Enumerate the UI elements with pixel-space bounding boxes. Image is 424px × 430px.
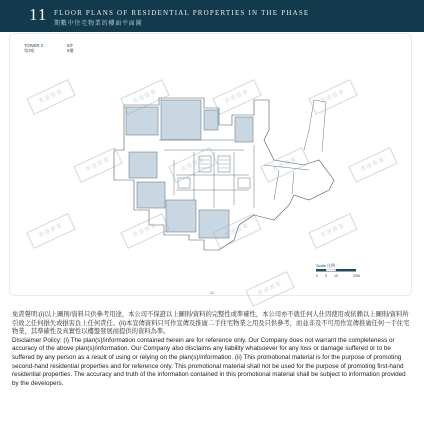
- tower-label-zh: 第3座: [24, 48, 35, 54]
- scale-bar: [316, 269, 366, 281]
- scale-tick: 10: [334, 274, 338, 278]
- watermark: 香港置業: [120, 213, 169, 249]
- disclaimer-en: Disclaimer Policy: (i) The plan(s)/information contained herein are for reference only. Our Company does not warrant the completeness or accuracy of the above plan(s)/information. Our Company also disclaims any liability whatsoever for any loss or damage suffered or to be suffered by any person as a result of using or relying on the plan(s)/information. (ii) This promotional material is for the purpose of promoting second-hand residential properties and for reference only. This promotional material shall not be used for the purpose of promoting first-hand residential properties. The accuracy and truth of the information contained in this promotional material shall be subject to information provided by the developers.: [12, 336, 406, 387]
- watermark: 香港置業: [245, 271, 294, 307]
- page-header: [0, 0, 424, 32]
- watermark: 香港置業: [212, 79, 261, 115]
- watermark: 香港置業: [73, 147, 122, 183]
- watermark: 香港置業: [308, 213, 357, 249]
- scale-label: Scale 比例：: [316, 263, 340, 268]
- watermark: 香港置業: [26, 79, 75, 115]
- watermark: 香港置業: [168, 147, 217, 183]
- floor-label: [67, 43, 74, 53]
- page-number: 11: [209, 290, 215, 295]
- chapter-number: 11: [29, 5, 48, 24]
- floor-label-zh: 5樓: [67, 48, 74, 54]
- tower-label: [24, 43, 43, 53]
- section-title-en: FLOOR PLANS OF RESIDENTIAL PROPERTIES IN THE PHASE: [54, 9, 310, 17]
- tower-label-en: TOWER 3: [24, 43, 44, 48]
- section-title-zh: 期數中住宅物業的樓面平面圖: [54, 21, 143, 27]
- watermark: 香港置業: [26, 213, 75, 249]
- watermark: 香港置業: [308, 79, 357, 115]
- floor-label-en: 5/F: [67, 43, 74, 48]
- watermark: 香港置業: [212, 213, 261, 249]
- watermark: 香港置業: [120, 79, 169, 115]
- scale-tick: 5: [325, 274, 327, 278]
- watermark: 香港置業: [260, 147, 309, 183]
- scale-tick: 20M: [353, 274, 360, 278]
- disclaimer: [12, 311, 414, 388]
- scale-tick: 0: [316, 274, 318, 278]
- watermark: 香港置業: [348, 147, 397, 183]
- disclaimer-zh: 免責聲明:(i)以上圖則/資料只供參考用途，本公司不保證以上圖則/資料的完整性或準確性，本公司亦不就任何人仕因使用或依賴以上圖則/資料所引致之任何損失或損害負上任何責任。(ii)本宣傳資料只可作宣傳及推廣二手住宅物業之用及只供參考，而並非及不可用作宣傳推廣任何一手住宅物業，其準確性及真實性以樓盤發展商提供的資料為準。: [12, 311, 410, 336]
